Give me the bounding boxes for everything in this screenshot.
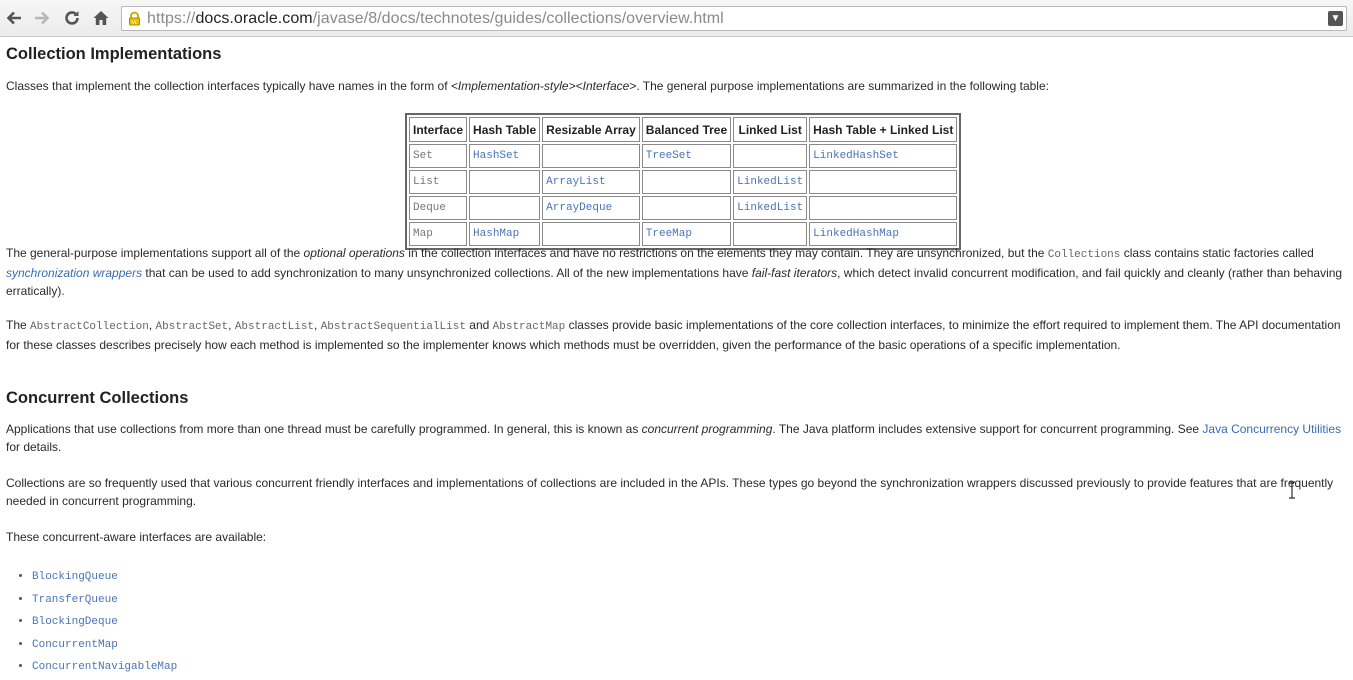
implementation-link[interactable]: HashSet — [473, 150, 520, 162]
intro-paragraph — [6, 77, 1352, 95]
implementation-cell — [642, 222, 731, 246]
text: in the collection interfaces and have no restrictions on the elements they may contain. They are unsynchronized, but the — [404, 246, 1048, 260]
interface-cell: List — [409, 170, 467, 194]
text: that can be used to add synchronization to many unsynchronized collections. All of the new implementations have — [142, 266, 752, 280]
text: classes provide basic implementations of the core collection interfaces, to minimize the effort required to implement them. The API documentation for these classes describes precisely how each method is implemented so the implementer knows which methods must be overridden, given the performance of the basic operations of a specific implementation. — [6, 318, 1341, 352]
implementation-cell — [733, 196, 807, 220]
back-arrow-icon — [5, 9, 23, 27]
italic-text: <Implementation-style><Interface> — [450, 79, 637, 93]
text: Classes that implement the collection interfaces typically have names in the form of — [6, 79, 451, 93]
general-purpose-paragraph — [6, 244, 1352, 300]
text: , — [228, 318, 235, 332]
implementation-cell — [733, 222, 807, 246]
table-header-row — [409, 117, 957, 142]
implementation-cell — [642, 196, 731, 220]
implementation-cell — [642, 170, 731, 194]
text: and — [465, 318, 493, 332]
table-header-cell: Interface — [409, 117, 467, 142]
abstract-classes-paragraph — [6, 316, 1352, 354]
url-scheme: https:// — [147, 10, 196, 27]
implementation-link[interactable]: HashMap — [473, 228, 520, 240]
text: The general-purpose implementations support all of the — [6, 246, 304, 260]
list-item — [32, 610, 177, 633]
interface-link[interactable]: BlockingDeque — [32, 616, 118, 628]
concurrent-interfaces-list — [14, 565, 177, 678]
italic-text: optional operations — [303, 246, 405, 260]
implementations-table — [405, 113, 961, 250]
url-text — [147, 10, 724, 28]
code-abstractcollection: AbstractCollection — [30, 321, 149, 333]
italic-text: fail-fast iterators — [751, 266, 838, 280]
implementation-cell — [809, 222, 957, 246]
interface-link[interactable]: ConcurrentMap — [32, 638, 118, 651]
reload-button[interactable] — [61, 7, 83, 29]
list-item — [32, 655, 177, 678]
text-cursor-icon — [1288, 481, 1296, 499]
list-item — [32, 565, 177, 588]
implementation-cell — [809, 144, 957, 168]
implementation-cell — [809, 170, 957, 194]
page-content — [0, 37, 1353, 680]
implementation-cell — [469, 222, 540, 246]
implementation-link[interactable]: TreeMap — [645, 228, 692, 240]
interface-cell: Map — [409, 222, 467, 246]
table-header-cell: Resizable Array — [542, 117, 640, 142]
text: The — [6, 318, 31, 332]
implementation-cell — [733, 144, 807, 168]
concurrent-aware-intro: These concurrent-aware interfaces are available: — [6, 530, 267, 544]
heading-collection-implementations: Collection Implementations — [6, 45, 222, 63]
table-row — [409, 222, 957, 246]
table-body — [409, 144, 957, 246]
interface-cell: Deque — [409, 196, 467, 220]
link-synchronization-wrappers[interactable]: synchronization wrappers — [6, 266, 143, 280]
table-header-cell: Balanced Tree — [642, 117, 731, 142]
implementation-cell — [642, 144, 731, 168]
table-row — [409, 196, 957, 220]
implementation-link[interactable]: ArrayDeque — [546, 202, 613, 214]
implementation-cell — [542, 222, 640, 246]
chevron-down-icon[interactable]: ▼ — [1328, 11, 1343, 26]
interface-link[interactable]: ConcurrentNavigableMap — [32, 661, 178, 673]
url-path: /javase/8/docs/technotes/guides/collections/overview.html — [312, 10, 724, 27]
code-collections: Collections — [1047, 249, 1121, 261]
table-header-cell: Linked List — [733, 117, 807, 142]
reload-icon — [63, 9, 81, 27]
implementation-link[interactable]: LinkedList — [737, 176, 804, 188]
text: , — [148, 318, 156, 332]
back-button[interactable] — [3, 7, 25, 29]
text: , — [314, 318, 321, 332]
table-row — [409, 170, 957, 194]
interface-link[interactable]: BlockingQueue — [32, 571, 118, 583]
code-abstractset: AbstractSet — [155, 321, 229, 333]
implementation-cell — [469, 196, 540, 220]
implementation-link[interactable]: LinkedList — [737, 202, 804, 214]
text: for details. — [6, 440, 62, 454]
forward-arrow-icon — [33, 9, 51, 27]
implementation-link[interactable]: TreeSet — [645, 150, 692, 162]
home-icon — [92, 9, 110, 27]
table-row — [409, 144, 957, 168]
forward-button[interactable] — [31, 7, 53, 29]
concurrent-intro-paragraph — [6, 420, 1352, 456]
code-abstractsequentiallist: AbstractSequentialList — [320, 321, 466, 333]
implementation-cell — [469, 170, 540, 194]
text: Applications that use collections from more than one thread must be carefully programmed. In general, this is known as — [6, 422, 642, 436]
link-java-concurrency-utilities[interactable]: Java Concurrency Utilities — [1202, 422, 1342, 436]
implementation-cell — [809, 196, 957, 220]
code-abstractlist: AbstractList — [234, 321, 315, 333]
code-abstractmap: AbstractMap — [492, 321, 566, 333]
text: . The general purpose implementations are summarized in the following table: — [636, 79, 1049, 93]
implementation-link[interactable]: LinkedHashMap — [813, 228, 899, 240]
text: , which detect invalid concurrent modification, and fail quickly and cleanly (rather than behaving erratically). — [6, 266, 1343, 298]
home-button[interactable] — [90, 7, 112, 29]
interface-cell: Set — [409, 144, 467, 168]
text: class contains static factories called — [1120, 246, 1314, 260]
list-item — [32, 633, 177, 656]
concurrent-apis-paragraph: Collections are so frequently used that various concurrent friendly interfaces and implementations of collections are included in the APIs. These types go beyond the synchronization wrappers discussed previously to provide features that are frequently needed in concurrent programming. — [6, 476, 1334, 508]
implementation-cell — [469, 144, 540, 168]
implementation-cell — [542, 196, 640, 220]
address-bar[interactable] — [121, 6, 1347, 31]
implementation-cell — [542, 144, 640, 168]
text: . The Java platform includes extensive support for concurrent programming. See — [772, 422, 1203, 436]
implementation-link[interactable]: LinkedHashSet — [813, 150, 899, 162]
implementation-cell — [733, 170, 807, 194]
url-domain: docs.oracle.com — [195, 10, 313, 27]
table-header-cell: Hash Table — [469, 117, 540, 142]
interface-link[interactable]: TransferQueue — [32, 593, 118, 606]
heading-concurrent-collections: Concurrent Collections — [6, 389, 189, 407]
table-header-cell: Hash Table + Linked List — [809, 117, 957, 142]
italic-text: concurrent programming — [641, 422, 773, 436]
implementation-link[interactable]: ArrayList — [546, 176, 606, 188]
browser-toolbar — [0, 0, 1353, 37]
list-item — [32, 588, 177, 611]
lock-icon — [127, 11, 142, 26]
implementation-cell — [542, 170, 640, 194]
